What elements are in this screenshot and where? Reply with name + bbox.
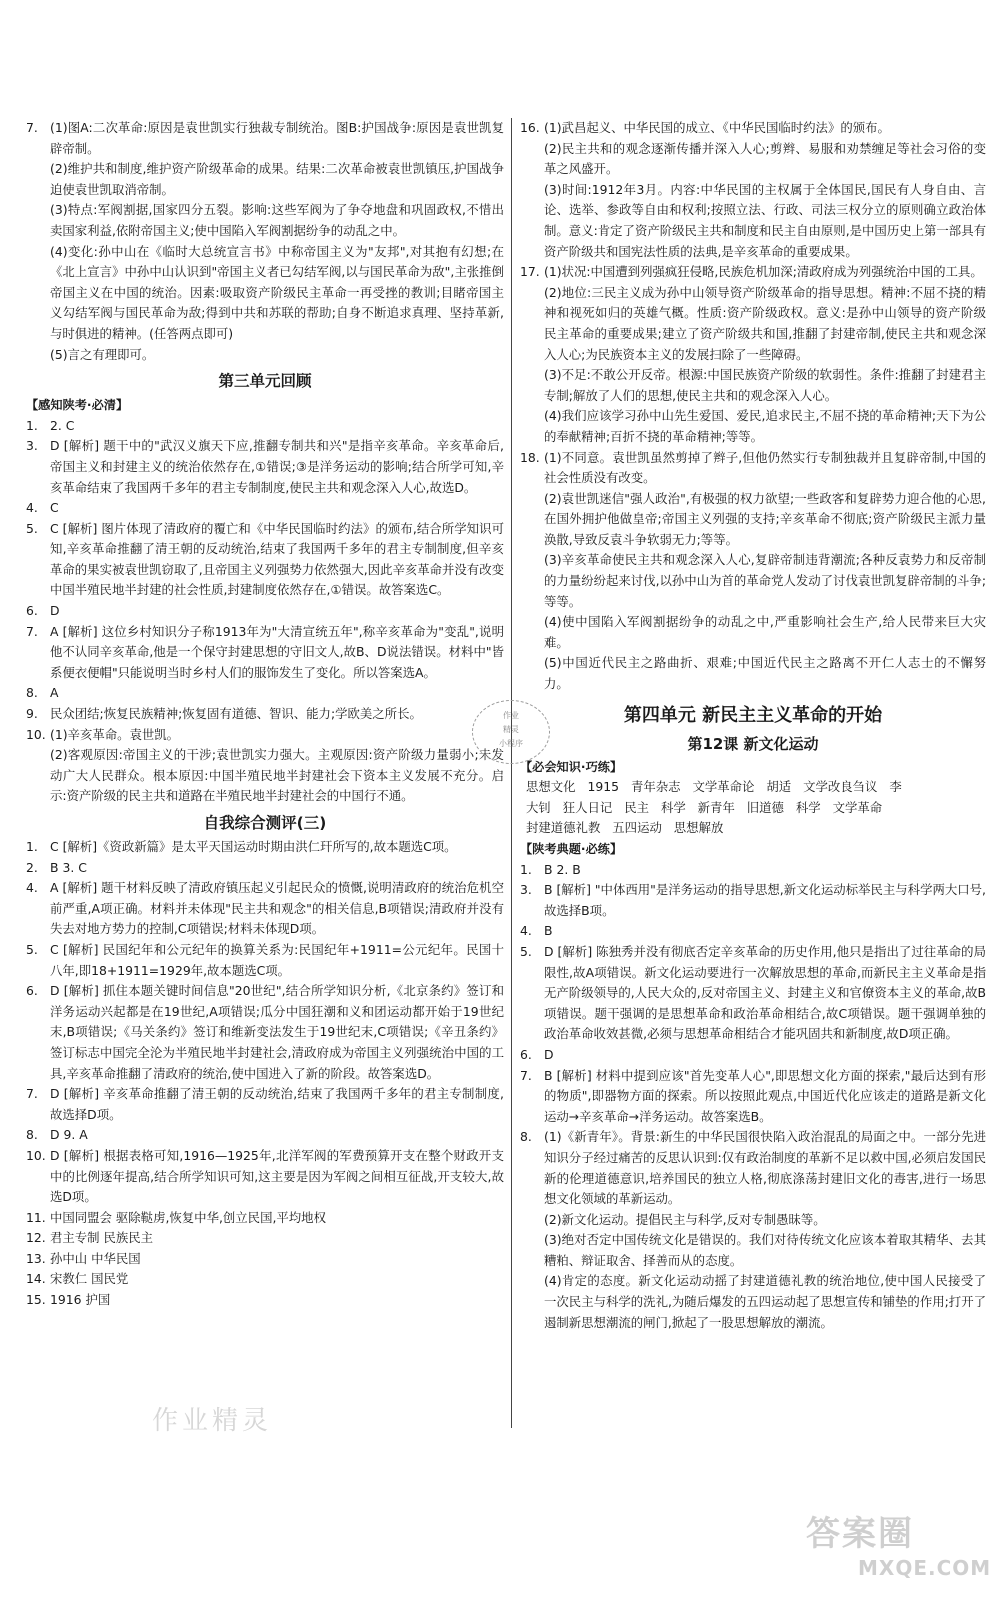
answer-item [520,860,986,881]
answer-item [520,1045,986,1066]
answer-item [26,1269,504,1290]
watermark-site: MXQE.COM [858,1556,992,1580]
question-number: 5. [520,943,532,959]
answer-paragraph: (3)不足:不敢公开反帝。根源:中国民族资产阶级的软弱性。条件:推翻了封建君主专制;解放了人们的思想,使民主共和的观念深入人心。 [544,367,986,403]
answer-text: D [解析] 陈独秀并没有彻底否定辛亥革命的历史作用,他只是指出了过往革命的局限性,故A项错误。新文化运动要进行一次解放思想的革命,而新民主主义革命是指无产阶级领导的,人民大众的,反对帝国主义、封建主义和官僚资本主义的革命,故B项错误。题干强调的是思想革命和政治革命相结合,故C项错误。题干强调单独的政治革命收效甚微,必须与思想革命相结合才能巩固共和新制度,故D项正确。 [544,943,986,1042]
question-number: 7. [26,623,38,639]
answer-text: 2. C [50,417,75,433]
question-number: 3. [520,882,532,898]
question-number: 6. [26,983,38,999]
answer-item [26,1249,504,1270]
answer-paragraph: (1)状况:中国遭到列强疯狂侵略,民族危机加深;清政府成为列强统治中国的工具。 [544,264,983,280]
answer-item [520,1127,986,1209]
answer-paragraph: (1)武昌起义、中华民国的成立、《中华民国临时约法》的颁布。 [544,120,890,135]
answer-text: C [50,500,59,516]
answer-paragraph: (3)绝对否定中国传统文化是错误的。我们对待传统文化应该本着取其精华、去其糟粕、辩证取舍、择善而从的态度。 [544,1232,986,1268]
answer-paragraph: (3)辛亥革命使民主共和观念深入人心,复辟帝制违背潮流;各种反袁势力和反帝制的力量纷纷起来讨伐,以孙中山为首的革命党人发动了讨伐袁世凯复辟帝制的斗争;等等。 [544,552,986,609]
answer-item [26,1290,504,1311]
question-number: 7. [26,120,38,135]
question-number: 7. [26,1086,38,1102]
answer-item [26,1125,504,1146]
answer-paragraph: (2)地位:三民主义成为孙中山领导资产阶级革命的指导思想。精神:不屈不挠的精神和视死如归的英雄气概。性质:资产阶级政权。意义:是孙中山领导的资产阶级民主革命的重要成果;建立了资产阶级共和国,推翻了封建帝制,使民主共和观念深入人心;为民族资本主义的发展扫除了一些障碍。 [544,284,986,362]
answer-item [26,622,504,684]
answer-paragraph: (2)民主共和的观念逐渐传播并深入人心;剪辫、易服和劝禁缠足等社会习俗的变革之风盛开。 [544,140,986,177]
answer-item [520,880,986,921]
answer-text: D [解析] 抓住本题关键时间信息"20世纪",结合所学知识分析,《北京条约》签订和洋务运动兴起都是在19世纪,A项错误;瓜分中国狂潮和义和团运动都开始于19世纪末,B项错误;《马关条约》签订和维新变法发生于19世纪末,C项错误;《辛丑条约》签订标志中国完全沦为半殖民地半封建社会,清政府成为帝国主义列强统治中国的工具,辛亥革命推翻了清政府的统治,使中国进入了新的阶段。故答案选D。 [50,983,504,1081]
question-number: 5. [26,941,38,957]
question-number: 3. [26,438,38,454]
answer-text: D [解析] 辛亥革命推翻了清王朝的反动统治,结束了我国两千多年的君主专制制度,故选择D项。 [50,1086,504,1122]
answer-paragraph: (1)不同意。袁世凯虽然剪掉了辫子,但他仍然实行专制独裁并且复辟帝制,中国的社会性质没有改变。 [544,449,986,486]
question-7-block [26,118,504,365]
question-number: 4. [26,880,38,896]
lesson-title: 第12课 新文化运动 [687,734,819,753]
answer-text: B [解析] 材料中提到应该"首先变革人心",即思想文化方面的探索,"最后达到有形的物质",即器物方面的探索。所以按照此观点,中国近代化应该走的道路是新文化运动→辛亥革命→洋务运动。故答案选B。 [544,1067,986,1124]
answer-item [26,683,504,704]
answer-text: C [解析] 图片体现了清政府的覆亡和《中华民国临时约法》的颁布,结合所学知识可知,辛亥革命推翻了清王朝的反动统治,结束了我国两千多年的君主专制制度,但辛亥革命的果实被袁世凯窃取了,且帝国主义列强势力依然强大,因此辛亥革命并没有改变中国半殖民地半封建的社会性质,封建制度依然存在,①错误。故答案选C。 [50,520,504,598]
answer-text: 君主专制 民族民主 [50,1230,154,1246]
question-number: 10. [26,1147,46,1163]
answer-text: D [544,1046,554,1062]
answer-text: C [解析]《资政新篇》是太平天国运动时期由洪仁玕所写的,故本题选C项。 [50,839,457,854]
fill-blank-line: 思想文化 1915 青年杂志 文学革命论 胡适 文学改良刍议 李 [526,779,902,795]
answer-text: B 3. C [50,859,87,875]
test3-answer-list [26,837,504,1311]
answer-text: B [解析] "中体西用"是洋务运动的指导思想,新文化运动标举民主与科学两大口号,故选择B项。 [544,882,986,918]
question-number: 10. [26,726,46,742]
question-number: 12. [26,1230,46,1246]
answer-item [26,1208,504,1229]
stamp-text: 精灵 [503,725,519,734]
review3-answer-list [26,416,504,746]
answer-paragraph: (2)维护共和制度,维护资产阶级革命的成果。结果:二次革命被袁世凯镇压,护国战争迫使袁世凯取消帝制。 [50,161,504,197]
answer-item [26,858,504,879]
answer-item [520,1066,986,1128]
question-number: 1. [26,417,38,433]
answer-item [26,436,504,498]
question-number: 5. [26,520,38,536]
question-number: 4. [26,500,38,516]
answer-text: C [解析] 民国纪年和公元纪年的换算关系为:民国纪年+1911=公元纪年。民国十八年,即18+1911=1929年,故本题选C项。 [50,941,504,978]
answer-text: 孙中山 中华民国 [50,1250,141,1266]
answer-text: 中国同盟会 驱除鞑虏,恢复中华,创立民国,平均地权 [50,1209,326,1225]
answer-paragraph: (5)言之有理即可。 [50,346,155,362]
question-17-block [520,262,986,447]
answer-item [26,519,504,601]
question-number: 1. [26,839,38,854]
section-bracket-label: 【陕考典题·必练】 [520,842,623,856]
answer-item [26,416,504,437]
answer-text: A [解析] 题干材料反映了清政府镇压起义引起民众的愤慨,说明清政府的统治危机空前严重,A项正确。材料并未体现"民主共和观念"的相关信息,B项错误;清政府并没有失去对地方势力的控制,C项错误;材料未体现D项。 [50,880,504,937]
question-number: 18. [520,449,540,465]
answer-text: D [解析] 题干中的"武汉义旗天下应,推翻专制共和兴"是指辛亥革命。辛亥革命后,帝国主义和封建主义的统治依然存在,①错误;③是洋务运动的影响;结合所学可知,辛亥革命结束了我国两千多年的君主专制制度,使民主共和观念深入人心,故选D。 [50,438,504,495]
answer-item [26,601,504,622]
section-bracket-label: 【感知陕考·必清】 [26,398,129,413]
answer-paragraph: (1)图A:二次革命:原因是袁世凯实行独裁专制统治。图B:护国战争:原因是袁世凯复辟帝制。 [50,120,504,156]
answer-text: 民众团结;恢复民族精神;恢复固有道德、智识、能力;学欧美之所长。 [50,706,422,722]
section-bracket-label: 【必会知识·巧练】 [520,759,623,774]
answer-paragraph: (5)中国近代民主之路曲折、艰难;中国近代民主之路离不开仁人志士的不懈努力。 [544,655,986,692]
answer-text: (1)《新青年》。背景:新生的中华民国很快陷入政治混乱的局面之中。一部分先进知识分子经过痛苦的反思认识到:仅有政治制度的革新不足以救中国,必须启发国民新的伦理道德意识,培养国民的独立人格,彻底涤荡封建旧文化的毒害,进行一场思想文化领域的革新运动。 [544,1129,986,1207]
question-number: 8. [26,685,38,701]
watermark-left: 作业精灵 [152,1406,273,1436]
answer-text: (1)辛亥革命。袁世凯。 [50,726,180,742]
unit4-answer-list [520,860,986,1210]
fill-blank-line: 封建道德礼教 五四运动 思想解放 [526,820,724,836]
question-18-block [520,448,986,695]
answer-text: B [544,923,553,939]
unit-title: 第四单元 新民主主义革命的开始 [623,704,883,726]
answer-text: B 2. B [544,861,581,877]
answer-item [520,921,986,942]
question-number: 1. [520,861,532,877]
left-column [26,118,504,1311]
answer-text: D 9. A [50,1127,88,1143]
question-number: 4. [520,923,532,939]
answer-text: A [50,685,59,701]
question-number: 8. [520,1129,532,1145]
answer-paragraph: (2)客观原因:帝国主义的干涉;袁世凯实力强大。主观原因:资产阶级力量弱小;未发动广大人民群众。根本原因:中国半殖民地半封建社会下资本主义发展不充分。启示:资产阶级的民主共和道路在半殖民地半封建社会的中国行不通。 [50,747,504,804]
answer-text: 1916 护国 [50,1292,111,1308]
answer-item [26,940,504,981]
answer-item [26,498,504,519]
column-divider [511,118,512,1428]
answer-text: A [解析] 这位乡村知识分子称1913年为"大清宣统五年",称辛亥革命为"变乱",说明他不认同辛亥革命,他是一个保守封建思想的守旧文人,故B、D说法错误。材料中"皆系便衣便帽"只能说明当时乡村人们的服饰发生了变化。所以答案选A。 [50,623,504,680]
watermark-right: 答案圈 [806,1514,914,1554]
answer-paragraph: (3)时间:1912年3月。内容:中华民国的主权属于全体国民,国民有人身自由、言论、选举、参政等自由和权利;按照立法、行政、司法三权分立的原则确立政治体制。意义:肯定了资产阶级民主共和制度和民主自由原则,是中国历史上第一部具有资产阶级共和国宪法性质的法典,是辛亥革命的重要成果。 [544,181,986,259]
question-number: 9. [26,706,38,722]
answer-item [26,878,504,940]
answer-paragraph: (4)我们应该学习孙中山先生爱国、爱民,追求民主,不屈不挠的革命精神;天下为公的奉献精神;百折不挠的革命精神;等等。 [544,408,986,444]
answer-text: D [解析] 根据表格可知,1916—1925年,北洋军阀的军费预算开支在整个财政开支中的比例逐年提高,结合所学知识可知,这主要是因为军阀之间相互征战,开支较大,故选D项。 [50,1147,504,1205]
question-number: 17. [520,264,540,280]
question-number: 6. [26,603,38,619]
right-column [520,118,986,1333]
question-number: 7. [520,1067,532,1083]
question-number: 2. [26,859,38,875]
question-number: 6. [520,1046,532,1062]
question-number: 15. [26,1292,46,1308]
answer-paragraph: (3)特点:军阀割据,国家四分五裂。影响:这些军阀为了争夺地盘和巩固政权,不惜出卖国家利益,依附帝国主义;使中国陷入军阀割据纷争的动乱之中。 [50,202,504,238]
answer-item [26,1228,504,1249]
question-number: 14. [26,1271,46,1287]
answer-item [26,837,504,858]
answer-paragraph: (4)变化:孙中山在《临时大总统宣言书》中称帝国主义为"友邦",对其抱有幻想;在《北上宣言》中孙中山认识到"帝国主义者已勾结军阀,以与国民革命为敌",主张推倒帝国主义在中国的统治。因素:吸取资产阶级民主革命一再受挫的教训;目睹帝国主义勾结军阀与国民革命为敌;得到中共和苏联的帮助;自身不断追求真理、坚持革新,与时俱进的精神。(任答两点即可) [50,243,504,341]
question-number: 16. [520,120,540,135]
stamp-text: 小程序 [499,739,523,748]
question-number: 11. [26,1209,46,1225]
answer-paragraph: (4)使中国陷入军阀割据纷争的动乱之中,严重影响社会生产,给人民带来巨大灾难。 [544,614,986,650]
answer-item [26,1146,504,1208]
answer-item [26,704,504,725]
answer-item [520,942,986,1045]
section-title-unit3-review: 第三单元回顾 [218,372,312,391]
section-title-self-test-3: 自我综合测评(三) [203,814,327,832]
stamp-text: 作业 [503,711,519,720]
answer-paragraph: (2)新文化运动。提倡民主与科学,反对专制愚昧等。 [544,1211,826,1227]
stamp-seal [472,700,550,764]
answer-text: D [50,603,60,619]
question-number: 8. [26,1127,38,1143]
answer-paragraph: (2)袁世凯迷信"强人政治",有极强的权力欲望;一些政客和复辟势力迎合他的心思,在国外拥护他做皇帝;帝国主义列强的支持;辛亥革命不彻底;资产阶级民主派力量涣散,导致反袁斗争软弱无力;等等。 [544,490,986,547]
answer-item [26,725,504,746]
answer-item [26,981,504,1084]
answer-item [26,1084,504,1125]
answer-text: 宋教仁 国民党 [50,1271,129,1287]
question-number: 13. [26,1250,46,1266]
question-16-block [520,118,986,262]
fill-blank-line: 大钊 狂人日记 民主 科学 新青年 旧道德 科学 文学革命 [526,799,883,815]
answer-paragraph: (4)肯定的态度。新文化运动动摇了封建道德礼教的统治地位,使中国人民接受了一次民主与科学的洗礼,为随后爆发的五四运动起了思想宣传和铺垫的作用;打开了遏制新思想潮流的闸门,掀起了一股思想解放的潮流。 [544,1273,986,1330]
